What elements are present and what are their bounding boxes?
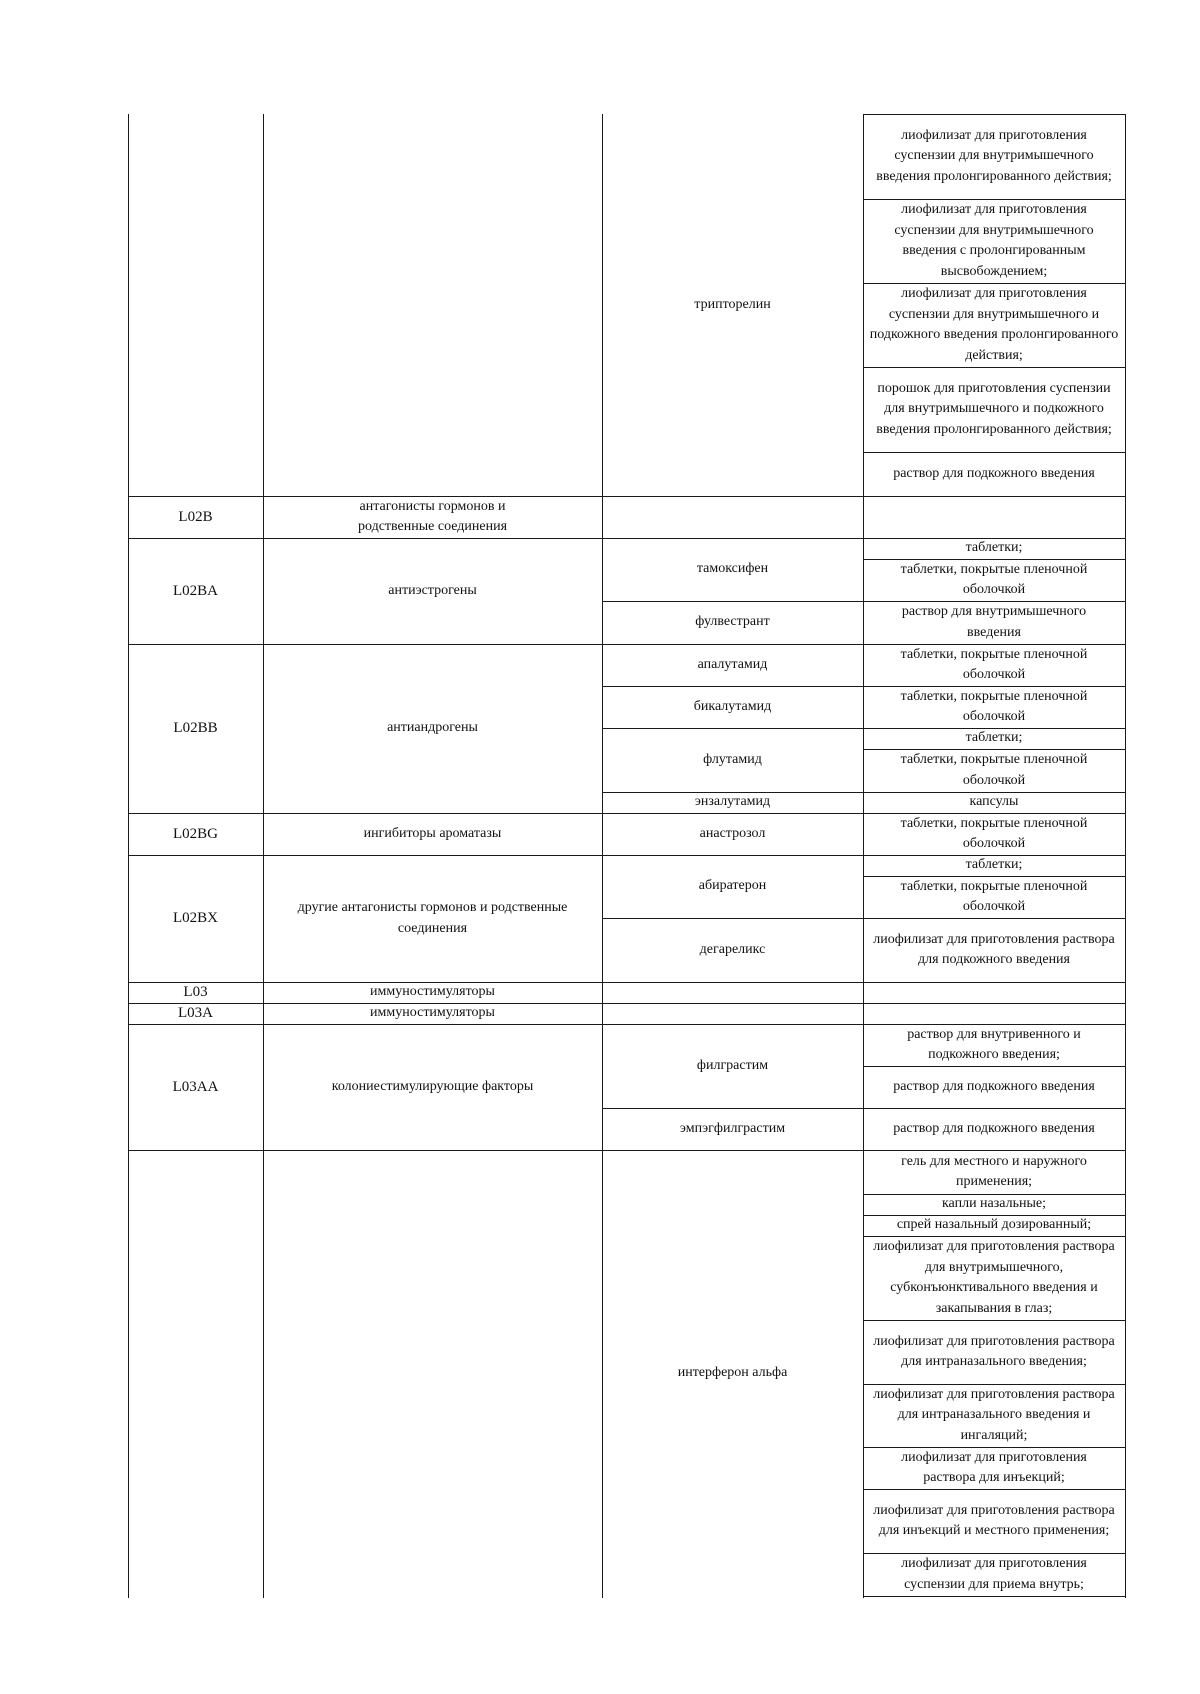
drug-name: фулвестрант [695,614,770,630]
form-line [863,1596,1125,1597]
dosage-form: таблетки; [965,540,1023,556]
group-name: антиандрогены [387,720,478,736]
drug-name: дегареликс [699,941,766,957]
dosage-form: таблетки, покрытые пленочной оболочкой [900,688,1088,724]
group-name: ингибиторы ароматазы [363,825,502,841]
dosage-form: лиофилизат для приготовления суспензии для внутримышечного введения пролонгированного действия; [876,127,1112,184]
dosage-form: таблетки, покрытые пленочной оболочкой [900,752,1088,788]
drug-name: трипторелин [694,296,771,312]
dosage-form: гель для местного и наружного применения; [901,1153,1087,1189]
dosage-form: лиофилизат для приготовления раствора для внутримышечного, субконъюнктивального введения и закапывания в глаз; [873,1239,1115,1316]
drug-name: интерферон альфа [677,1364,788,1380]
dosage-form: раствор для подкожного введения [893,1120,1095,1136]
drug-name: энзалутамид [694,794,771,810]
dosage-form: таблетки; [965,857,1023,873]
group-name: колониестимулирующие факторы [331,1078,534,1094]
drug-name: абиратерон [698,878,767,894]
atc-code: L03AA [172,1078,219,1095]
group-name: иммуностимуляторы [370,1005,495,1021]
atc-code: L02BX [173,910,218,927]
dosage-form: раствор для подкожного введения [893,1078,1095,1094]
dosage-form: лиофилизат для приготовления раствора для интраназального введения; [873,1333,1115,1369]
drug-name: филграстим [696,1057,769,1073]
atc-code: L02BA [173,582,218,599]
group-name: антиэстрогены [388,582,477,598]
atc-code: L03 [183,984,208,1001]
dosage-form: раствор для внутримышечного введения [901,604,1087,640]
atc-code: L02BG [173,825,218,842]
dosage-form: капли назальные; [941,1196,1047,1212]
group-name: другие антагонисты гормонов и родственные соединения [297,900,568,936]
atc-code: L03A [178,1005,213,1022]
dosage-form: капсулы [969,794,1019,810]
dosage-form: таблетки, покрытые пленочной оболочкой [900,561,1088,597]
dosage-form: лиофилизат для приготовления раствора для подкожного введения [873,931,1115,967]
col-line-right [1125,114,1126,1598]
dosage-form: порошок для приготовления суспензии для внутримышечного и подкожного введения пролонгированного действия; [876,380,1112,437]
drug-name: флутамид [703,751,762,767]
dosage-form: спрей назальный дозированный; [896,1217,1092,1233]
dosage-form: таблетки, покрытые пленочной оболочкой [900,646,1088,682]
dosage-form: лиофилизат для приготовления раствора для интраназального введения и ингаляций; [873,1386,1115,1443]
dosage-form: лиофилизат для приготовления суспензии для внутримышечного введения с пролонгированным высвобождением; [894,202,1094,279]
group-name: иммуностимуляторы [370,984,495,1000]
dosage-form: лиофилизат для приготовления суспензии для внутримышечного и подкожного введения пролонгированного действия; [869,286,1119,363]
drug-name: апалутамид [697,656,768,672]
dosage-form: лиофилизат для приготовления раствора для инъекций; [901,1449,1087,1485]
dosage-form: таблетки; [965,730,1023,746]
atc-code: L02B [178,508,213,525]
drug-name: бикалутамид [693,698,772,714]
dosage-form: раствор для внутривенного и подкожного введения; [907,1026,1081,1062]
dosage-form: лиофилизат для приготовления раствора для инъекций и местного применения; [873,1502,1115,1538]
drug-name: анастрозол [699,825,766,841]
dosage-form: раствор для подкожного введения [893,465,1095,481]
drug-name: эмпэгфилграстим [679,1120,786,1136]
dosage-form: таблетки, покрытые пленочной оболочкой [900,815,1088,851]
dosage-form: лиофилизат для приготовления суспензии для приема внутрь; [901,1556,1087,1592]
atc-code: L02BB [173,720,218,737]
drug-name: тамоксифен [696,561,769,577]
dosage-form: таблетки, покрытые пленочной оболочкой [900,878,1088,914]
group-name: антагонисты гормонов и родственные соединения [357,498,508,534]
